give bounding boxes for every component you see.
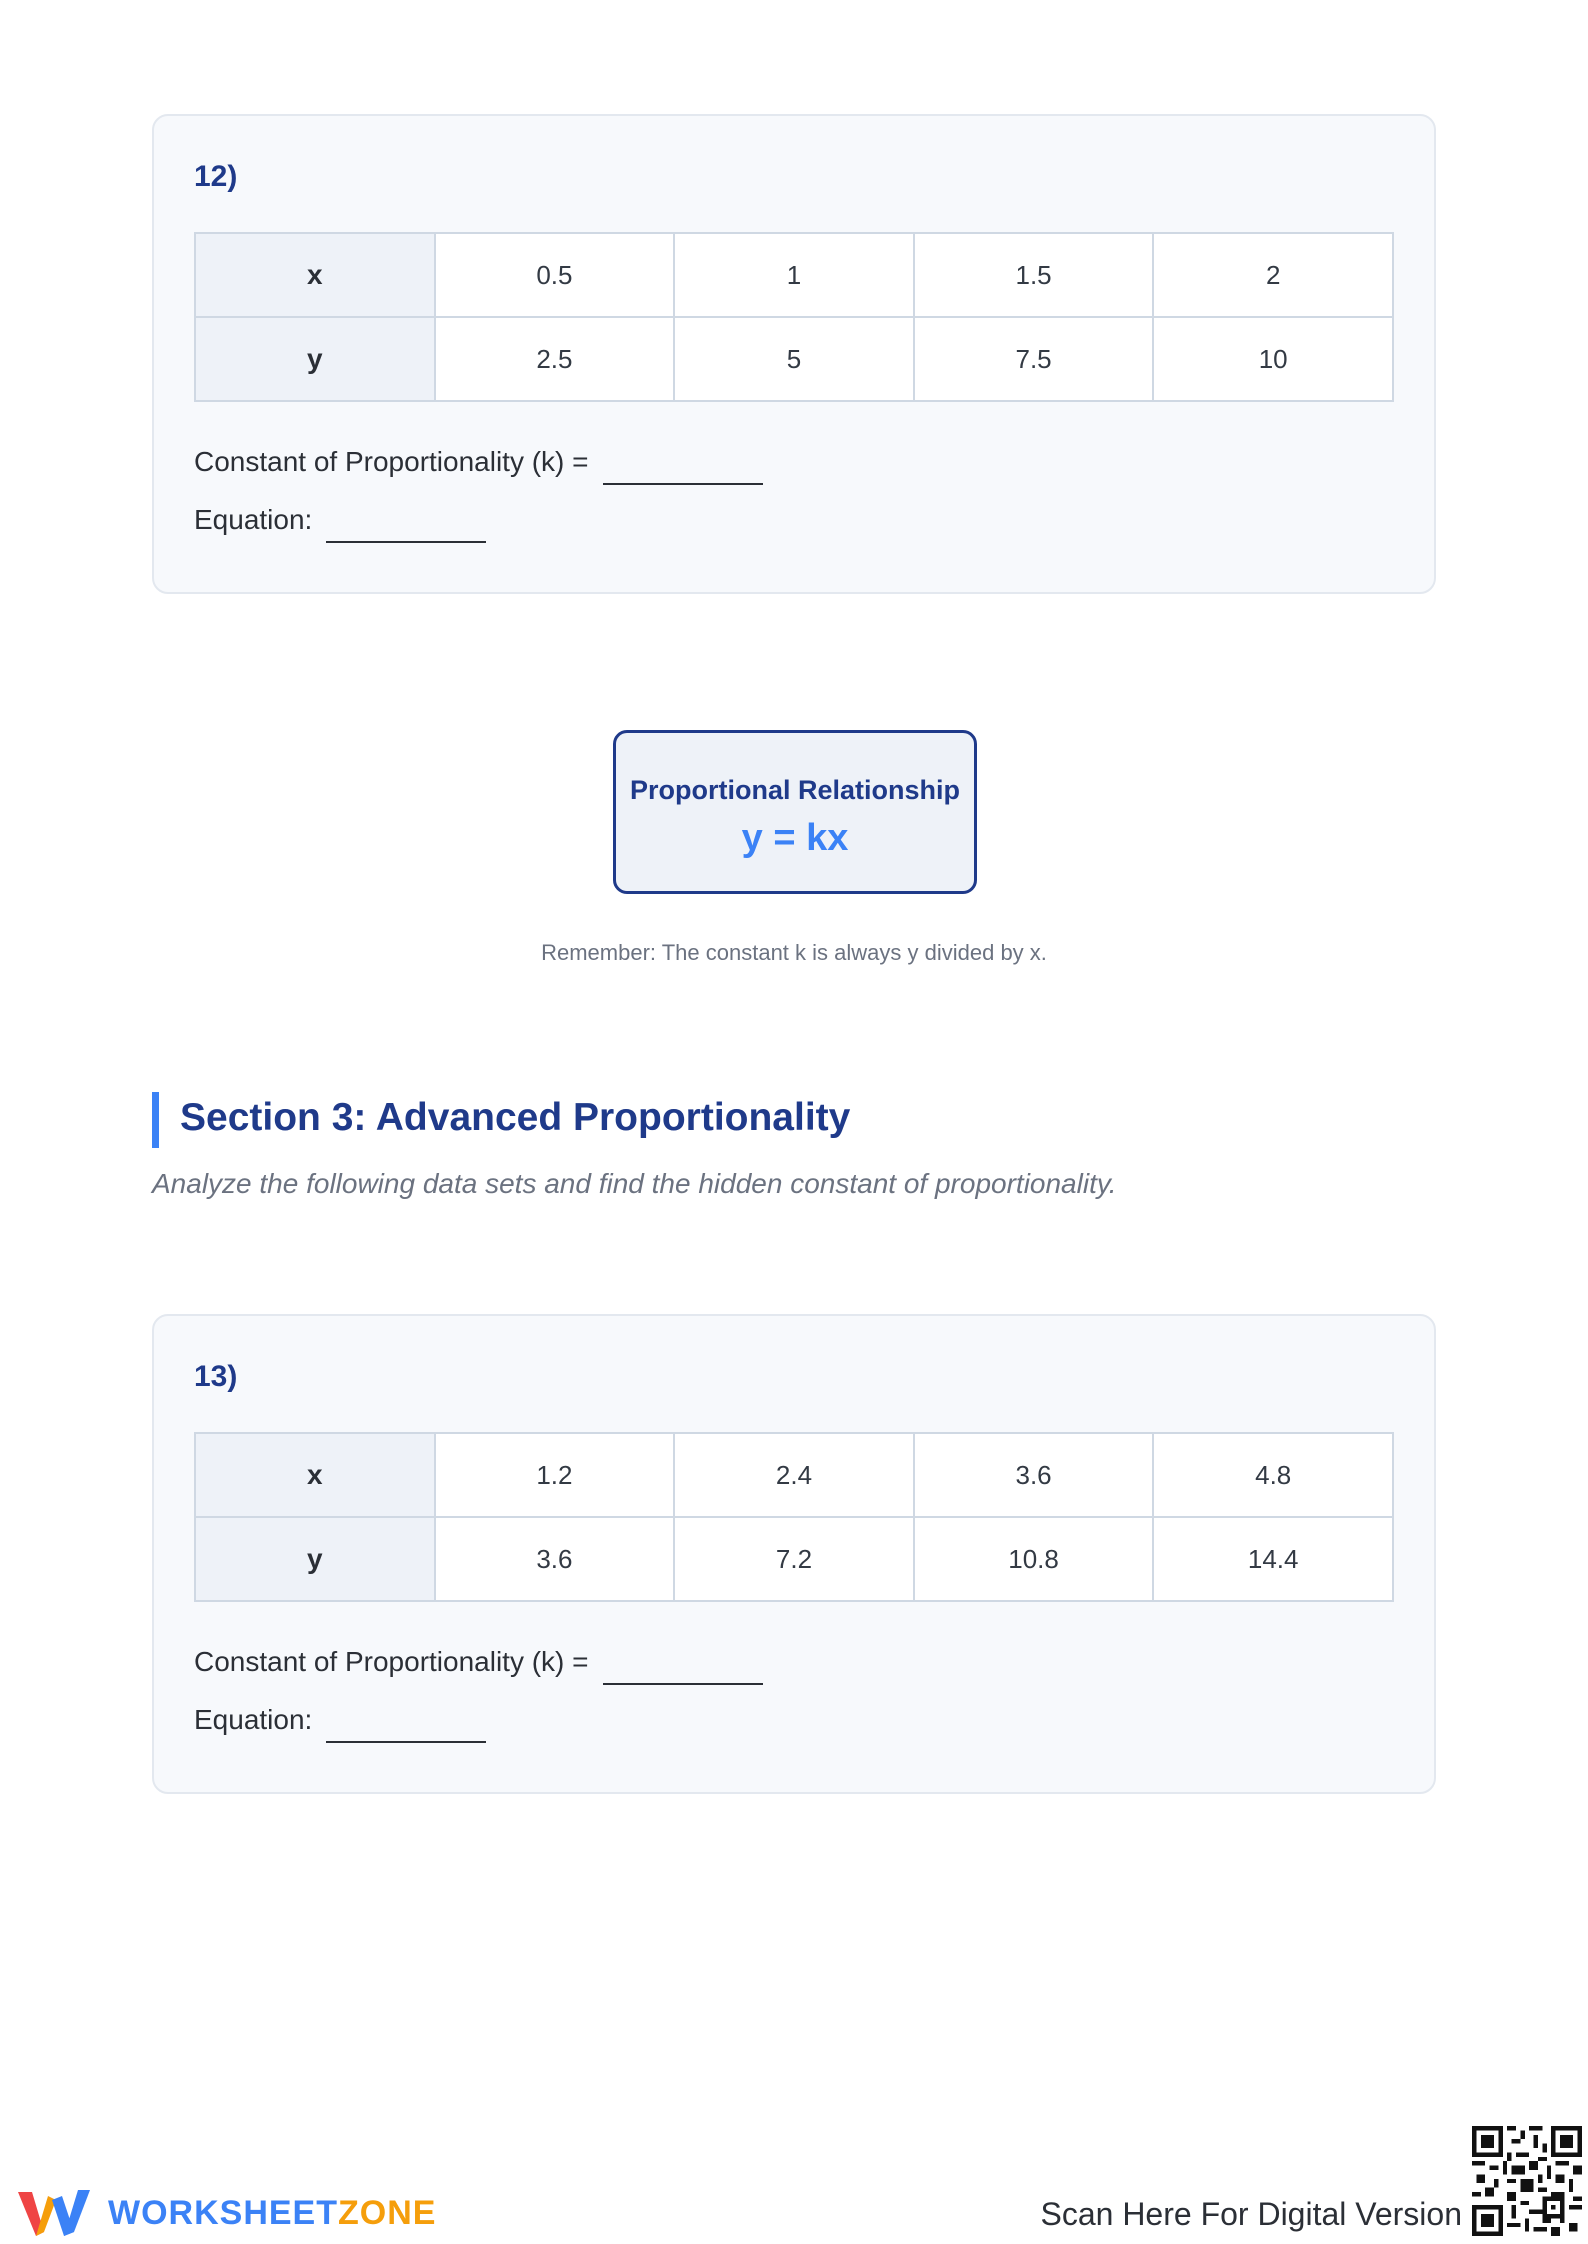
problem-card-13 xyxy=(152,1314,1436,1794)
table-cell: 2.5 xyxy=(435,317,675,401)
section-accent-bar xyxy=(152,1092,159,1148)
table-row-y xyxy=(195,1517,1393,1601)
scan-text: Scan Here For Digital Version xyxy=(1040,2196,1462,2232)
section-title: Section 3: Advanced Proportionality xyxy=(180,1096,851,1139)
formula-title: Proportional Relationship xyxy=(629,775,960,805)
brand-name-part1: WORKSHEET xyxy=(108,2194,338,2232)
remember-note: Remember: The constant k is always y divided by x. xyxy=(541,940,1047,965)
brand-name-part2: ZONE xyxy=(338,2194,437,2232)
table-cell: 1 xyxy=(674,233,914,317)
qr-code-icon[interactable] xyxy=(1472,2126,1582,2236)
equation-answer-blank[interactable] xyxy=(326,1741,486,1743)
constant-label: Constant of Proportionality (k) = xyxy=(194,1646,589,1677)
table-cell: 4.8 xyxy=(1153,1433,1393,1517)
problem-card-12 xyxy=(152,114,1436,594)
table-cell: 3.6 xyxy=(435,1517,675,1601)
row-header-x: x xyxy=(195,233,435,317)
table-cell: 10 xyxy=(1153,317,1393,401)
data-table xyxy=(194,232,1394,402)
table-row-x xyxy=(195,233,1393,317)
table-cell: 1.2 xyxy=(435,1433,675,1517)
equation-answer-blank[interactable] xyxy=(326,541,486,543)
formula-box xyxy=(613,730,977,894)
problem-number: 12) xyxy=(194,160,238,193)
constant-row xyxy=(194,1646,763,1685)
table-cell: 7.2 xyxy=(674,1517,914,1601)
formula-equation: y = kx xyxy=(741,817,849,859)
problem-number: 13) xyxy=(194,1360,238,1393)
table-cell: 2 xyxy=(1153,233,1393,317)
table-cell: 5 xyxy=(674,317,914,401)
row-header-x: x xyxy=(195,1433,435,1517)
table-cell: 2.4 xyxy=(674,1433,914,1517)
table-row-y xyxy=(195,317,1393,401)
table-cell: 3.6 xyxy=(914,1433,1154,1517)
constant-answer-blank[interactable] xyxy=(603,1683,763,1685)
worksheetzone-logo-icon xyxy=(16,2186,92,2238)
constant-answer-blank[interactable] xyxy=(603,483,763,485)
equation-row xyxy=(194,504,486,543)
row-header-y: y xyxy=(195,1517,435,1601)
table-cell: 1.5 xyxy=(914,233,1154,317)
data-table xyxy=(194,1432,1394,1602)
equation-row xyxy=(194,1704,486,1743)
constant-row xyxy=(194,446,763,485)
table-cell: 7.5 xyxy=(914,317,1154,401)
equation-label: Equation: xyxy=(194,1704,313,1735)
table-cell: 14.4 xyxy=(1153,1517,1393,1601)
table-cell: 0.5 xyxy=(435,233,675,317)
table-cell: 10.8 xyxy=(914,1517,1154,1601)
constant-label: Constant of Proportionality (k) = xyxy=(194,446,589,477)
section-subtitle: Analyze the following data sets and find the hidden constant of proportionality. xyxy=(152,1168,1117,1199)
row-header-y: y xyxy=(195,317,435,401)
brand-name xyxy=(108,2194,436,2233)
equation-label: Equation: xyxy=(194,504,313,535)
table-row-x xyxy=(195,1433,1393,1517)
